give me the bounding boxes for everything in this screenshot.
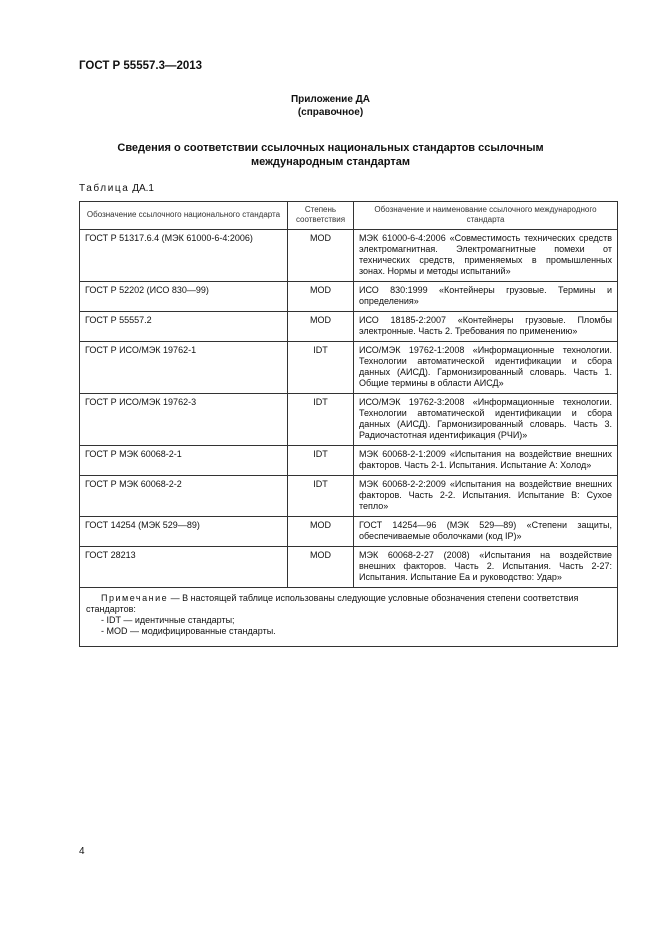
- degree-cell: IDT: [288, 446, 354, 476]
- table-row: [80, 547, 618, 588]
- national-standard-cell: ГОСТ Р ИСО/МЭК 19762-3: [80, 394, 288, 446]
- degree-cell: IDT: [288, 476, 354, 517]
- international-standard-cell: ИСО 18185-2:2007 «Контейнеры грузовые. Пломбы электронные. Часть 2. Требования по применению»: [354, 312, 618, 342]
- note-item-idt: [86, 615, 611, 626]
- table-row: [80, 476, 618, 517]
- table-row: [80, 230, 618, 282]
- degree-cell: MOD: [288, 517, 354, 547]
- appendix-heading: [0, 93, 661, 119]
- national-standard-cell: ГОСТ Р 55557.2: [80, 312, 288, 342]
- section-title: [100, 141, 561, 169]
- degree-cell: IDT: [288, 394, 354, 446]
- international-standard-cell: ГОСТ 14254—96 (МЭК 529—89) «Степени защиты, обеспечиваемые оболочками (код IP)»: [354, 517, 618, 547]
- international-standard-cell: ИСО 830:1999 «Контейнеры грузовые. Термины и определения»: [354, 282, 618, 312]
- table-row: [80, 312, 618, 342]
- note-item-idt-text: - IDT — идентичные стандарты;: [101, 615, 235, 625]
- degree-cell: MOD: [288, 312, 354, 342]
- header-international-standard: Обозначение и наименование ссылочного международного стандарта: [354, 202, 618, 230]
- degree-cell: MOD: [288, 282, 354, 312]
- page-number: 4: [79, 846, 85, 857]
- header-national-standard: Обозначение ссылочного национального стандарта: [80, 202, 288, 230]
- table-header-row: [80, 202, 618, 230]
- document-code: ГОСТ Р 55557.3—2013: [79, 60, 203, 72]
- header-degree: Степень соответствия: [288, 202, 354, 230]
- table-caption-number: ДА.1: [132, 183, 154, 194]
- international-standard-cell: ИСО/МЭК 19762-3:2008 «Информационные технологии. Технологии автоматической идентификации и сбора данных (АИСД). Гармонизированный словарь. Часть 3. Радиочастотная идентификация (РЧИ)»: [354, 394, 618, 446]
- international-standard-cell: МЭК 60068-2-2:2009 «Испытания на воздействие внешних факторов. Часть 2-2. Испытания. Испытание В: Сухое тепло»: [354, 476, 618, 517]
- appendix-subtitle: (справочное): [297, 107, 364, 118]
- table-row: [80, 282, 618, 312]
- table-row: [80, 394, 618, 446]
- international-standard-cell: ИСО/МЭК 19762-1:2008 «Информационные технологии. Технологии автоматической идентификации и сбора данных (АИСД). Гармонизированный словарь. Часть 1. Общие термины в области АИСД»: [354, 342, 618, 394]
- international-standard-cell: МЭК 60068-2-1:2009 «Испытания на воздействие внешних факторов. Часть 2-1. Испытания. Испытание А: Холод»: [354, 446, 618, 476]
- national-standard-cell: ГОСТ Р ИСО/МЭК 19762-1: [80, 342, 288, 394]
- table-row: [80, 342, 618, 394]
- table-row: [80, 517, 618, 547]
- note-label: Примечание: [101, 593, 169, 603]
- correspondence-table: [79, 201, 618, 647]
- table-caption-label: Таблица: [79, 183, 130, 194]
- appendix-title: Приложение ДА: [290, 94, 371, 105]
- national-standard-cell: ГОСТ Р МЭК 60068-2-1: [80, 446, 288, 476]
- national-standard-cell: ГОСТ Р 51317.6.4 (МЭК 61000-6-4:2006): [80, 230, 288, 282]
- national-standard-cell: ГОСТ 14254 (МЭК 529—89): [80, 517, 288, 547]
- table-row: [80, 446, 618, 476]
- degree-cell: IDT: [288, 342, 354, 394]
- degree-cell: MOD: [288, 230, 354, 282]
- note-text: — В настоящей таблице использованы следующие условные обозначения степени соответствия стандартов:: [86, 593, 579, 614]
- national-standard-cell: ГОСТ Р МЭК 60068-2-2: [80, 476, 288, 517]
- national-standard-cell: ГОСТ 28213: [80, 547, 288, 588]
- table-caption: [79, 183, 154, 194]
- section-title-line-2: международным стандартам: [251, 156, 410, 168]
- note-item-mod: [86, 626, 611, 637]
- international-standard-cell: МЭК 61000-6-4:2006 «Совместимость технических средств электромагнитная. Электромагнитные помехи от технических средств, применяемых в промышленных зонах. Нормы и методы испытаний»: [354, 230, 618, 282]
- degree-cell: MOD: [288, 547, 354, 588]
- note-intro: [86, 593, 611, 615]
- national-standard-cell: ГОСТ Р 52202 (ИСО 830—99): [80, 282, 288, 312]
- table-note: [80, 588, 618, 647]
- note-item-mod-text: - MOD — модифицированные стандарты.: [101, 626, 276, 636]
- section-title-line-1: Сведения о соответствии ссылочных национальных стандартов ссылочным: [117, 142, 544, 154]
- table-note-row: [80, 588, 618, 647]
- international-standard-cell: МЭК 60068-2-27 (2008) «Испытания на воздействие внешних факторов. Часть 2. Испытания. Часть 2-27: Испытания. Испытание Еа и руководство: Удар»: [354, 547, 618, 588]
